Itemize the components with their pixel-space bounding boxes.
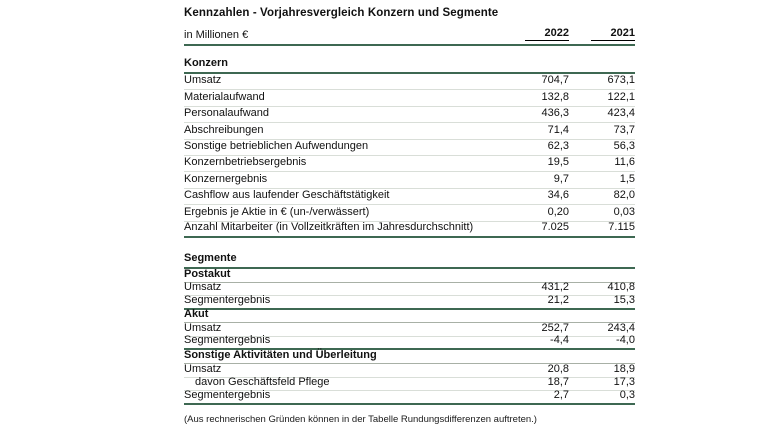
value-2021: 243,4 (607, 321, 635, 334)
year-header-2022-label: 2022 (525, 27, 569, 41)
value-2022: 252,7 (541, 321, 569, 334)
row-label: Umsatz (184, 281, 222, 294)
value-2022: 21,2 (547, 293, 569, 306)
row-label: Materialaufwand (184, 90, 265, 103)
row-label: Umsatz (184, 362, 222, 375)
value-2021: 122,1 (607, 90, 635, 103)
value-2022: 436,3 (541, 107, 569, 120)
year-header-2021 (569, 27, 635, 41)
value-2022: 0,20 (547, 205, 569, 218)
value-2022: 2,7 (553, 388, 569, 401)
value-2021: 0,3 (619, 388, 635, 401)
value-2021: 0,03 (613, 205, 635, 218)
value-2022: 18,7 (547, 376, 569, 389)
value-2022: 132,8 (541, 90, 569, 103)
section-body (184, 74, 635, 238)
value-2021: -4,0 (616, 334, 635, 347)
table-row (184, 388, 635, 405)
table-row (184, 205, 635, 221)
table-row (184, 156, 635, 172)
row-label: Segmentergebnis (184, 334, 271, 347)
table-row (184, 189, 635, 205)
value-2022: 7.025 (541, 220, 569, 233)
row-label: Cashflow aus laufender Geschäftstätigkeit (184, 189, 390, 202)
row-label: Umsatz (184, 321, 222, 334)
table-row (184, 90, 635, 106)
value-2021: 18,9 (613, 362, 635, 375)
value-2022: 34,6 (547, 189, 569, 202)
value-2021: 673,1 (607, 74, 635, 87)
row-label: Konzernbetriebsergebnis (184, 156, 307, 169)
row-label: Ergebnis je Aktie in € (un-/verwässert) (184, 205, 370, 218)
table-header-row (184, 27, 635, 46)
report-table (184, 7, 635, 425)
year-header-2021-label: 2021 (591, 27, 635, 41)
table-row (184, 172, 635, 188)
value-2021: 410,8 (607, 281, 635, 294)
subsection-header: Postakut (184, 269, 635, 283)
table-row (184, 123, 635, 139)
page-title: Kennzahlen - Vorjahresvergleich Konzern und Segmente (184, 7, 499, 19)
value-2022: 704,7 (541, 74, 569, 87)
value-2021: 17,3 (613, 376, 635, 389)
value-2021: 7.115 (608, 220, 635, 233)
row-label: Segmentergebnis (184, 388, 271, 401)
table-row (184, 74, 635, 90)
value-2021: 73,7 (613, 123, 635, 136)
row-label: Personalaufwand (184, 107, 270, 120)
value-2022: 9,7 (553, 172, 569, 185)
value-2021: 423,4 (607, 107, 635, 120)
footnote: (Aus rechnerischen Gründen können in der Tabelle Rundungsdifferenzen auftreten.) (184, 413, 537, 425)
row-label: Anzahl Mitarbeiter (in Vollzeitkräften im Jahresdurchschnitt) (184, 220, 474, 233)
row-label: Konzernergebnis (184, 172, 268, 185)
section-body (184, 269, 635, 405)
value-2022: 431,2 (541, 281, 569, 294)
value-2021: 1,5 (619, 172, 635, 185)
value-2022: 62,3 (547, 139, 569, 152)
row-label: Abschreibungen (184, 123, 264, 136)
table-row (184, 293, 635, 310)
value-2021: 56,3 (613, 139, 635, 152)
table-row (184, 140, 635, 156)
row-label: Umsatz (184, 74, 222, 87)
table-body (184, 55, 635, 405)
subsection-header: Sonstige Aktivitäten und Überleitung (184, 350, 635, 364)
row-label: Segmentergebnis (184, 293, 271, 306)
value-2022: -4,4 (550, 334, 569, 347)
table-row (184, 222, 635, 238)
unit-label: in Millionen € (184, 29, 249, 41)
section-header: Konzern (184, 55, 635, 74)
section-header: Segmente (184, 250, 635, 269)
year-header-2022 (503, 27, 569, 41)
value-2022: 71,4 (547, 123, 569, 136)
value-2021: 82,0 (613, 189, 635, 202)
table-row (184, 107, 635, 123)
value-2021: 15,3 (613, 293, 635, 306)
value-2021: 11,6 (614, 156, 635, 169)
row-label: Sonstige betrieblichen Aufwendungen (184, 139, 369, 152)
row-label: davon Geschäftsfeld Pflege (195, 376, 330, 389)
value-2022: 19,5 (547, 156, 569, 169)
value-2022: 20,8 (547, 362, 569, 375)
subsection-header: Akut (184, 310, 635, 324)
